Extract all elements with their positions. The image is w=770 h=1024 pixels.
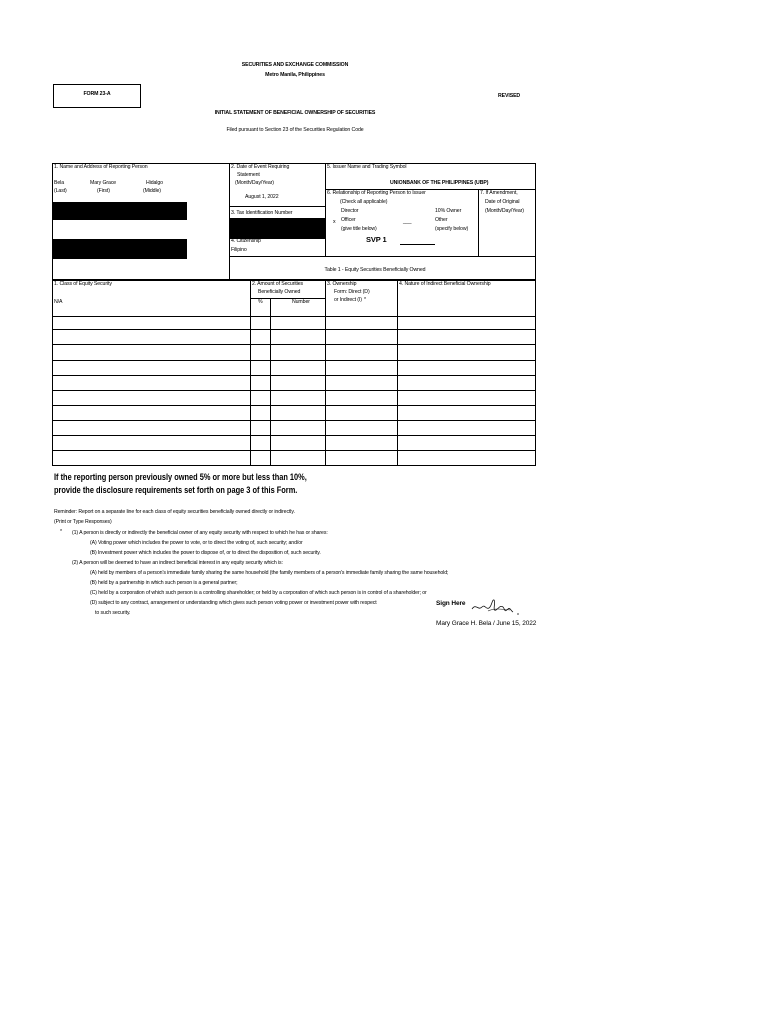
table-row (52, 390, 536, 391)
section7-format: (Month/Day/Year) (485, 208, 524, 214)
director-option: Director (341, 208, 359, 214)
section6-note: (Check all applicable) (340, 199, 388, 205)
officer-position: SVP 1 (366, 235, 387, 244)
section3-heading: 3. Tax Identification Number (231, 210, 293, 216)
last-label: (Last) (54, 188, 67, 194)
table-row (52, 375, 536, 376)
table-row (52, 405, 536, 406)
reminder-l2d: (D) subject to any contract, arrangement or understanding which gives such person voting power or investment power with respect (90, 600, 377, 606)
col-number: Number (292, 299, 310, 305)
reminder-l1a: (A) Voting power which includes the power to vote, or to direct the voting of, such security; and/or (90, 540, 303, 546)
event-date: August 1, 2022 (245, 194, 279, 200)
notice-line-1: If the reporting person previously owned 5% or more but less than 10%, (54, 472, 307, 483)
issuer-name: UNIONBANK OF THE PHILIPPINES (UBP) (390, 180, 489, 186)
reminder-title: Reminder: Report on a separate line for each class of equity securities beneficially owned directly or indirectly. (54, 509, 295, 515)
reminder-l2c: (C) held by a corporation of which such person is a controlling shareholder; or held by a corporation of which such person is in control of a shareholder; or (90, 590, 427, 596)
citizenship: Filipino (231, 247, 247, 253)
last-name: Bela (54, 180, 64, 186)
reminder-l2e: to such security. (95, 610, 131, 616)
equity-table (52, 280, 536, 466)
officer-check: x (333, 219, 336, 225)
table-row (52, 450, 536, 451)
section7-heading: 7. If Amendment, (480, 190, 518, 196)
form-label: FORM 23-A (83, 91, 111, 97)
section4-heading: 4. Citizenship (231, 238, 261, 244)
table-row (52, 360, 536, 361)
first-name: Mary Grace (90, 180, 117, 186)
col-amount-1: 2. Amount of Securities (252, 281, 304, 287)
reminder-l2a: (A) held by members of a person's immediate family sharing the same household (the family members of a person's immediate family sharing the same household; (90, 570, 449, 576)
col-amount-2: Beneficially Owned (258, 289, 301, 295)
col-nature: 4. Nature of Indirect Beneficial Ownership (399, 281, 491, 287)
reminder-l2b: (B) held by a partnership in which such person is a general partner; (90, 580, 238, 586)
table-row (52, 344, 536, 345)
table-title: Table 1 - Equity Securities Beneficially Owned (324, 267, 426, 273)
col-ownership-star: * (364, 297, 366, 303)
col-pct: % (258, 299, 263, 305)
handwritten-signature (470, 595, 526, 617)
middle-label: (Middle) (143, 188, 161, 194)
col-class: 1. Class of Equity Security (54, 281, 112, 287)
section5-heading: 5. Issuer Name and Trading Symbol (327, 164, 407, 170)
signature-name-date: Mary Grace H. Bela / June 15, 2022 (436, 620, 537, 627)
redaction-city (53, 239, 187, 259)
table-row (52, 316, 536, 317)
agency-location: Metro Manila, Philippines (265, 72, 325, 78)
other-dash: ___ (403, 219, 412, 225)
section2-format: (Month/Day/Year) (235, 180, 274, 186)
section2-statement: Statement (237, 172, 260, 178)
give-title: (give title below) (341, 226, 377, 232)
first-row-value: N/A (54, 299, 63, 305)
ten-pct-owner: 10% Owner (435, 208, 462, 214)
section6-heading: 6. Relationship of Reporting Person to Issuer (327, 190, 426, 196)
section7-original: Date of Original (485, 199, 520, 205)
redaction-tin (230, 218, 326, 239)
notice-line-2: provide the disclosure requirements set forth on page 3 of this Form. (54, 485, 298, 496)
officer-option: Officer (341, 217, 356, 223)
agency-name: SECURITIES AND EXCHANGE COMMISSION (241, 62, 349, 68)
col-ownership-3: or Indirect (I) (334, 297, 362, 303)
redaction-address (53, 202, 187, 220)
table-row (52, 420, 536, 421)
reminder-print: (Print or Type Responses) (54, 519, 112, 525)
reminder-star: * (60, 529, 62, 535)
form-label-box (53, 84, 141, 108)
reminder-l1: (1) A person is directly or indirectly the beneficial owner of any equity security with respect to which he has or shares: (72, 530, 328, 536)
table-row (52, 329, 536, 330)
reminder-l2: (2) A person will be deemed to have an indirect beneficial interest in any equity security which is: (72, 560, 283, 566)
form-title: INITIAL STATEMENT OF BENEFICIAL OWNERSHIP OF SECURITIES (214, 110, 376, 116)
other-option: Other (435, 217, 448, 223)
first-label: (First) (97, 188, 110, 194)
table-row (52, 435, 536, 436)
col-ownership-2: Form: Direct (D) (334, 289, 370, 295)
revised-label: REVISED (498, 93, 521, 99)
middle-name: Hidalgo (146, 180, 163, 186)
specify-below: (specify below) (435, 226, 469, 232)
sign-here-label: Sign Here (436, 600, 466, 607)
section1-heading: 1. Name and Address of Reporting Person (54, 164, 148, 170)
filed-pursuant: Filed pursuant to Section 23 of the Securities Regulation Code (226, 127, 364, 133)
col-ownership-1: 3. Ownership (327, 281, 357, 287)
reminder-l1b: (B) Investment power which includes the power to dispose of, or to direct the disposition of, such security. (90, 550, 321, 556)
section2-heading: 2. Date of Event Requiring (231, 164, 290, 170)
